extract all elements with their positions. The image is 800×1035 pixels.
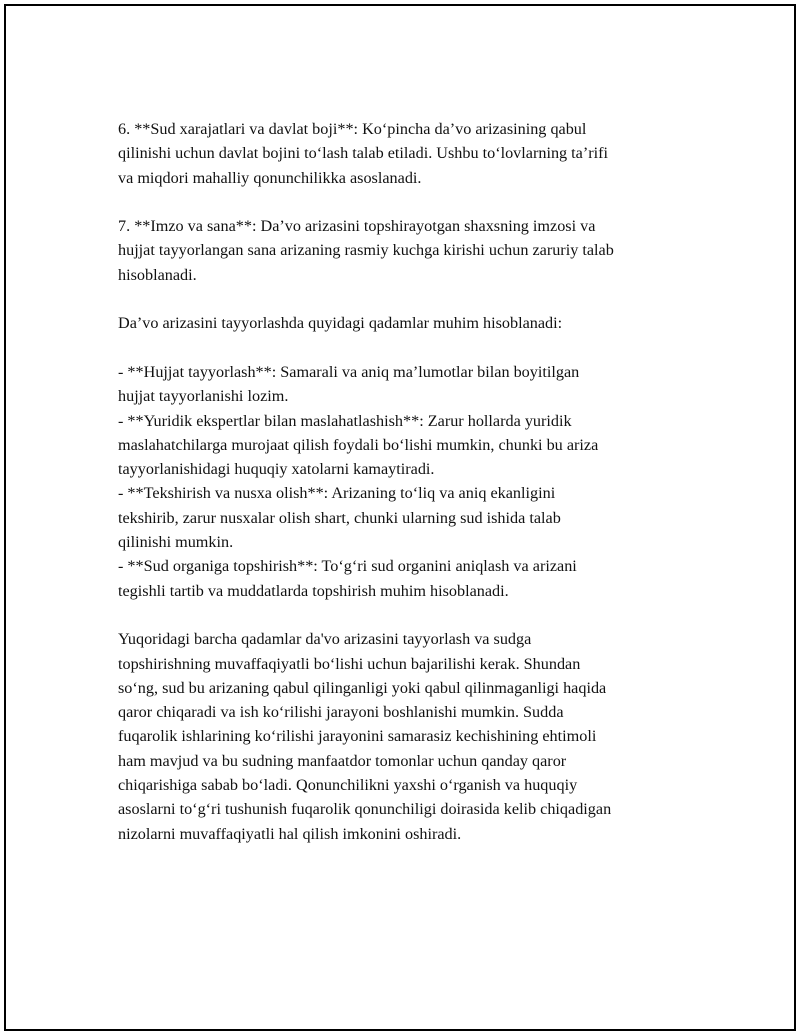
list-item-line: tayyorlanishidagi huquqiy xatolarni kamaytiradi.: [118, 460, 435, 479]
paragraph-signature-date: [118, 214, 678, 287]
list-item-line: - **Yuridik ekspertlar bilan maslahatlashish**: Zarur hollarda yuridik: [118, 411, 572, 430]
text-line: topshirishning muvaffaqiyatli bo‘lishi uchun bajarilishi kerak. Shundan: [118, 654, 581, 673]
list-item-line: hujjat tayyorlanishi lozim.: [118, 387, 289, 406]
list-item-line: qilinishi mumkin.: [118, 533, 234, 552]
text-line: qilinishi uchun davlat bojini to‘lash talab etiladi. Ushbu to‘lovlarning ta’rifi: [118, 144, 609, 163]
text-line: va miqdori mahalliy qonunchilikka asoslanadi.: [118, 168, 422, 187]
text-line: so‘ng, sud bu arizaning qabul qilinganligi yoki qabul qilinmaganligi haqida: [118, 678, 607, 697]
paragraph-conclusion: [118, 627, 678, 846]
paragraph-gap: [118, 603, 678, 627]
text-line: chiqarishiga sabab bo‘ladi. Qonunchilikni yaxshi o‘rganish va huquqiy: [118, 776, 578, 795]
text-line: fuqarolik ishlarining ko‘rilishi jarayonini samarasiz kechishining ehtimoli: [118, 727, 597, 746]
steps-list: [118, 360, 678, 603]
text-line: qaror chiqaradi va ish ko‘rilishi jarayoni boshlanishi mumkin. Sudda: [118, 703, 564, 722]
text-line: asoslarni to‘g‘ri tushunish fuqarolik qonunchiligi doirasida kelib chiqadigan: [118, 800, 612, 819]
list-item-line: - **Tekshirish va nusxa olish**: Arizaning to‘liq va aniq ekanligini: [118, 484, 556, 503]
text-line: Yuqoridagi barcha qadamlar da'vo arizasini tayyorlash va sudga: [118, 630, 532, 649]
text-line: hisoblanadi.: [118, 265, 197, 284]
paragraph-gap: [118, 190, 678, 214]
list-item-line: maslahatchilarga murojaat qilish foydali bo‘lishi mumkin, chunki bu ariza: [118, 435, 599, 454]
paragraph-steps-intro: [118, 311, 678, 335]
text-line: 7. **Imzo va sana**: Da’vo arizasini topshirayotgan shaxsning imzosi va: [118, 217, 596, 236]
list-item-line: - **Sud organiga topshirish**: To‘g‘ri sud organini aniqlash va arizani: [118, 557, 577, 576]
paragraph-gap: [118, 336, 678, 360]
document-body: [118, 117, 678, 846]
list-item-line: - **Hujjat tayyorlash**: Samarali va aniq ma’lumotlar bilan boyitilgan: [118, 362, 580, 381]
paragraph-gap: [118, 287, 678, 311]
text-line: nizolarni muvaffaqiyatli hal qilish imkonini oshiradi.: [118, 824, 462, 843]
list-item-line: tegishli tartib va muddatlarda topshirish muhim hisoblanadi.: [118, 581, 509, 600]
text-line: ham mavjud va bu sudning manfaatdor tomonlar uchun qanday qaror: [118, 751, 567, 770]
text-line: hujjat tayyorlangan sana arizaning rasmiy kuchga kirishi uchun zaruriy talab: [118, 241, 614, 260]
text-line: 6. **Sud xarajatlari va davlat boji**: Ko‘pincha da’vo arizasining qabul: [118, 120, 587, 138]
text-line: Da’vo arizasini tayyorlashda quyidagi qadamlar muhim hisoblanadi:: [118, 314, 563, 333]
list-item-line: tekshirib, zarur nusxalar olish shart, chunki ularning sud ishida talab: [118, 508, 561, 527]
paragraph-court-fees: [118, 117, 678, 190]
